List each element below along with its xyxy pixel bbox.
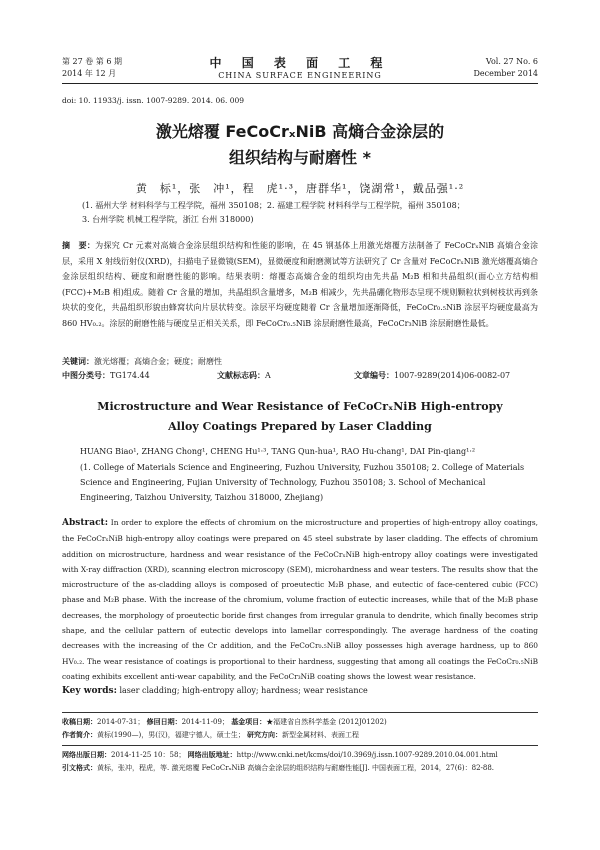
doi: doi: 10. 11933/j. issn. 1007-9289. 2014. 06. 009	[62, 96, 245, 105]
abstract-cn-text: 为探究 Cr 元素对高熵合金涂层组织结构和性能的影响，在 45 钢基体上用激光熔覆方法制备了 FeCoCrₓNiB 高熵合金涂层，采用 X 射线衍射仪(XRD)，扫描电子显微镜(SEM)，显微硬度和耐磨测试等方法研究了 Cr 含量对 FeCoCrₓNiB 激光熔覆高熵合金涂层组织结构、硬度和耐磨性能的影响。结果表明：熔覆态高熵合金的组织均由先共晶 M₂B 相和共晶组织(面心立方结构相(FCC)+M₂B 相)组成。随着 Cr 含量的增加，共晶组织含量增多，M₂B 相减少，先共晶硼化物形态呈现不规则颗粒状到树枝状再到条块状的变化，共晶组织形貌由蜂窝状向片层状转变。涂层平均硬度随着 Cr 含量增加逐渐降低，FeCoCr₀.₅NiB 涂层平均硬度最高为 860 HV₀.₂。涂层的耐磨性能与硬度呈正相关关系，即 FeCoCr₀.₅NiB 涂层耐磨性最高，FeCoCr₃NiB 涂层耐磨性最低。	[62, 241, 539, 328]
header-rule	[62, 83, 538, 84]
keywords-en	[62, 686, 538, 696]
title-en-line1: Microstructure and Wear Resistance of FeCoCrₓNiB High-entropy	[97, 400, 503, 413]
abstract-en	[62, 515, 538, 684]
footnote-url[interactable]: http://www.cnki.net/kcms/doi/10.3969/j.issn.1007-9289.2010.04.001.html	[236, 751, 498, 759]
abstract-en-text: In order to explore the effects of chromium on the microstructure and properties of high-entropy alloy coatings, the FeCoCrₓNiB high-entropy alloy coatings were prepared on 45 steel substrate by laser cladding. The effects of chromium addition on microstructure, hardness and wear resistance of the FeCoCrₓNiB high-entropy alloy coatings were investigated with X-ray diffraction (XRD), scanning electron microscopy (SEM), microhardness and wear testers. The results show that the microstructure of the as-cladding alloys is composed of proeutectic M₂B phase, and eutectic of face-centered cubic (FCC) phase and M₂B phase. With the increase of the chromium, volume fraction of eutectic increases, while that of the M₂B phase decreases, the morphology of proeutectic boride first changes from irregular granula to dendrite, which finally becomes strip shape, and the cellular pattern of eutectic develops into lamellar correspondingly. The average hardness of the coating decreases with the increasing of the Cr addition, and the FeCoCr₀.₅NiB alloy possesses high average hardness, up to 860 HV₀.₂. The wear resistance of coatings is proportional to their hardness, suggesting that among all coatings the FeCoCr₀.₅NiB coating exhibits excellent anti-wear capability, and the FeCoCr₃NiB coating shows the lowest wear resistance.	[62, 518, 538, 681]
abstract-cn	[62, 238, 538, 332]
title-cn-line2: 组织结构与耐磨性 *	[229, 148, 371, 167]
journal-title-cn: 中 国 表 面 工 程	[209, 56, 391, 70]
footnote-rule-top	[62, 712, 538, 713]
footnote-rule-bottom	[62, 745, 538, 746]
affiliation-cn-line2: 3. 台州学院 机械工程学院，浙江 台州 318000)	[82, 215, 254, 224]
authors-en: HUANG Biao¹, ZHANG Chong¹, CHENG Hu¹·³, TANG Qun-hua¹, RAO Hu-chang¹, DAI Pin-qiang¹·²	[80, 447, 476, 456]
keywords-cn-label: 关键词：	[62, 357, 94, 366]
footnote-dates-fund: 收稿日期：2014-07-31； 修回日期：2014-11-09； 基金项目：★福建省自然科学基金 (2012J01202)	[62, 718, 387, 726]
volume-issue-en: Vol. 27 No. 6	[485, 57, 538, 66]
title-en-line2: Alloy Coatings Prepared by Laser Cladding	[168, 420, 432, 433]
journal-title	[150, 56, 450, 81]
affiliation-en: (1. College of Materials Science and Engineering, Fuzhou University, Fuzhou 350108; 2. College of Materials Science and Engineering, Fujian University of Technology, Fuzhou 350108; 3. School of Mechanical Engineering, Taizhou University, Taizhou 318000, Zhejiang)	[80, 463, 525, 502]
volume-issue-cn: 第 27 卷 第 6 期	[62, 57, 122, 66]
keywords-cn-text: 激光熔覆；高熵合金；硬度；耐磨性	[94, 357, 222, 366]
footnotes-publication	[62, 749, 538, 774]
journal-issue-en	[473, 56, 538, 80]
keywords-en-text: laser cladding; high-entropy alloy; hardness; wear resistance	[119, 686, 368, 695]
title-cn-line1: 激光熔覆 FeCoCrₓNiB 高熵合金涂层的	[155, 122, 445, 141]
affiliation-cn-line1: (1. 福州大学 材料科学与工程学院，福州 350108；2. 福建工程学院 材料科学与工程学院，福州 350108；	[82, 201, 465, 210]
authors-cn: 黄 标¹，张 冲¹，程 虎¹·³，唐群华¹，饶湖常¹，戴品强¹·²	[135, 182, 465, 195]
journal-title-en: CHINA SURFACE ENGINEERING	[218, 71, 382, 80]
title-en	[62, 397, 538, 437]
affiliation-cn	[82, 199, 518, 227]
footnote-citation: 引文格式：黄标，张冲，程虎，等. 激光熔覆 FeCoCrₓNiB 高熵合金涂层的组织结构与耐磨性能[J]. 中国表面工程，2014，27(6)：82-88.	[62, 763, 495, 772]
abstract-en-label: Abstract:	[62, 518, 109, 528]
article-number: 文章编号：1007-9289(2014)06-0082-07	[354, 371, 511, 380]
keywords-cn	[62, 354, 538, 370]
footnote-online-publication: 网络出版日期：2014-11-25 10：58； 网络出版地址：http://www.cnki.net/kcms/doi/10.3969/j.issn.1007-9289.2010.04.001.html	[62, 751, 498, 759]
document-code: 文献标志码：A	[217, 371, 271, 380]
abstract-cn-label: 摘 要：	[62, 241, 96, 250]
date-cn: 2014 年 12 月	[62, 69, 117, 78]
keywords-en-label: Key words:	[62, 686, 117, 696]
footnotes-meta	[62, 716, 538, 741]
date-en: December 2014	[473, 69, 538, 78]
clc-number: 中图分类号：TG174.44	[62, 371, 150, 380]
journal-issue-cn	[62, 56, 122, 80]
footnote-author-intro: 作者简介：黄标(1990—)，男(汉)，福建宁德人，硕士生； 研究方向：新型金属材料、表面工程	[62, 730, 359, 739]
